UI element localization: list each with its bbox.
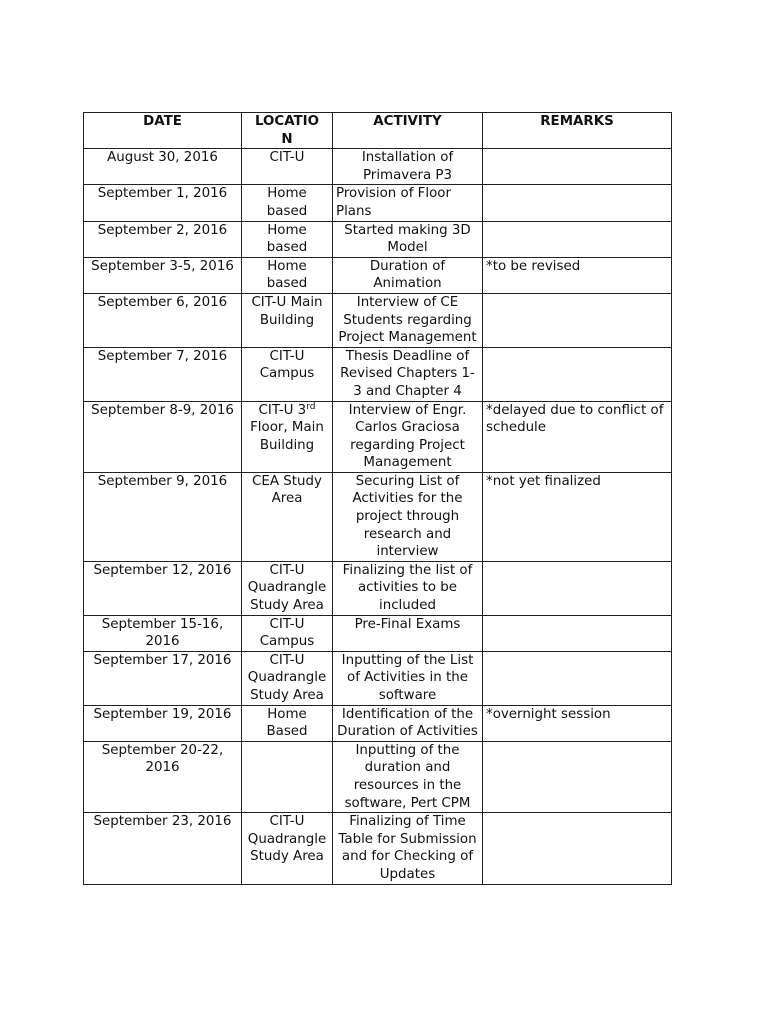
header-date: DATE bbox=[84, 113, 242, 149]
cell-activity: Thesis Deadline of Revised Chapters 1-3 and Chapter 4 bbox=[333, 347, 483, 401]
cell-remarks: *not yet finalized bbox=[483, 472, 672, 561]
cell-activity: Securing List of Activities for the project through research and interview bbox=[333, 472, 483, 561]
table-row bbox=[84, 257, 672, 293]
table-row bbox=[84, 347, 672, 401]
cell-location: CIT-U Quadrangle Study Area bbox=[242, 651, 333, 705]
cell-remarks bbox=[483, 741, 672, 812]
cell-date: September 17, 2016 bbox=[84, 651, 242, 705]
cell-activity: Duration of Animation bbox=[333, 257, 483, 293]
location-text: CIT-U 3 bbox=[258, 402, 307, 418]
cell-activity: Interview of CE Students regarding Project Management bbox=[333, 293, 483, 347]
table-row bbox=[84, 561, 672, 615]
cell-location bbox=[242, 741, 333, 812]
cell-date: September 2, 2016 bbox=[84, 221, 242, 257]
cell-date: September 1, 2016 bbox=[84, 185, 242, 221]
cell-activity: Installation of Primavera P3 bbox=[333, 149, 483, 185]
cell-remarks bbox=[483, 185, 672, 221]
cell-location: Home Based bbox=[242, 705, 333, 741]
cell-activity: Finalizing the list of activities to be included bbox=[333, 561, 483, 615]
cell-remarks bbox=[483, 561, 672, 615]
header-remarks: REMARKS bbox=[483, 113, 672, 149]
table-row bbox=[84, 705, 672, 741]
cell-remarks bbox=[483, 615, 672, 651]
ordinal-suffix: rd bbox=[306, 401, 316, 412]
cell-remarks bbox=[483, 347, 672, 401]
cell-activity: Interview of Engr. Carlos Graciosa regarding Project Management bbox=[333, 401, 483, 472]
table-row bbox=[84, 813, 672, 884]
cell-date: September 3-5, 2016 bbox=[84, 257, 242, 293]
location-text-rest: Floor, Main Building bbox=[250, 420, 324, 453]
cell-location: Home based bbox=[242, 221, 333, 257]
cell-date: August 30, 2016 bbox=[84, 149, 242, 185]
cell-remarks: *to be revised bbox=[483, 257, 672, 293]
table-row bbox=[84, 401, 672, 472]
cell-date: September 23, 2016 bbox=[84, 813, 242, 884]
cell-activity: Provision of Floor Plans bbox=[333, 185, 483, 221]
cell-location bbox=[242, 401, 333, 472]
cell-date: September 12, 2016 bbox=[84, 561, 242, 615]
schedule-table bbox=[83, 112, 672, 885]
cell-date: September 15-16, 2016 bbox=[84, 615, 242, 651]
cell-remarks: *delayed due to conflict of schedule bbox=[483, 401, 672, 472]
cell-date: September 19, 2016 bbox=[84, 705, 242, 741]
cell-location: CEA Study Area bbox=[242, 472, 333, 561]
cell-date: September 6, 2016 bbox=[84, 293, 242, 347]
table-row bbox=[84, 221, 672, 257]
cell-activity: Finalizing of Time Table for Submission and for Checking of Updates bbox=[333, 813, 483, 884]
cell-remarks bbox=[483, 651, 672, 705]
header-activity: ACTIVITY bbox=[333, 113, 483, 149]
cell-location: CIT-U Quadrangle Study Area bbox=[242, 813, 333, 884]
cell-location: CIT-U Quadrangle Study Area bbox=[242, 561, 333, 615]
cell-date: September 8-9, 2016 bbox=[84, 401, 242, 472]
cell-location: Home based bbox=[242, 185, 333, 221]
table-row bbox=[84, 149, 672, 185]
cell-activity: Pre-Final Exams bbox=[333, 615, 483, 651]
cell-date: September 9, 2016 bbox=[84, 472, 242, 561]
cell-remarks bbox=[483, 221, 672, 257]
table-row bbox=[84, 651, 672, 705]
cell-location: Home based bbox=[242, 257, 333, 293]
cell-location: CIT-U bbox=[242, 149, 333, 185]
cell-remarks bbox=[483, 293, 672, 347]
cell-remarks: *overnight session bbox=[483, 705, 672, 741]
cell-date: September 7, 2016 bbox=[84, 347, 242, 401]
cell-activity: Inputting of the List of Activities in the software bbox=[333, 651, 483, 705]
cell-activity: Inputting of the duration and resources in the software, Pert CPM bbox=[333, 741, 483, 812]
table-row bbox=[84, 615, 672, 651]
table-row bbox=[84, 741, 672, 812]
cell-date: September 20-22, 2016 bbox=[84, 741, 242, 812]
cell-location: CIT-U Campus bbox=[242, 347, 333, 401]
cell-location: CIT-U Main Building bbox=[242, 293, 333, 347]
cell-remarks bbox=[483, 813, 672, 884]
table-row bbox=[84, 293, 672, 347]
cell-activity: Identification of the Duration of Activities bbox=[333, 705, 483, 741]
table-row bbox=[84, 472, 672, 561]
cell-activity: Started making 3D Model bbox=[333, 221, 483, 257]
table-header-row bbox=[84, 113, 672, 149]
table-row bbox=[84, 185, 672, 221]
header-location: LOCATIO N bbox=[242, 113, 333, 149]
cell-remarks bbox=[483, 149, 672, 185]
cell-location: CIT-U Campus bbox=[242, 615, 333, 651]
